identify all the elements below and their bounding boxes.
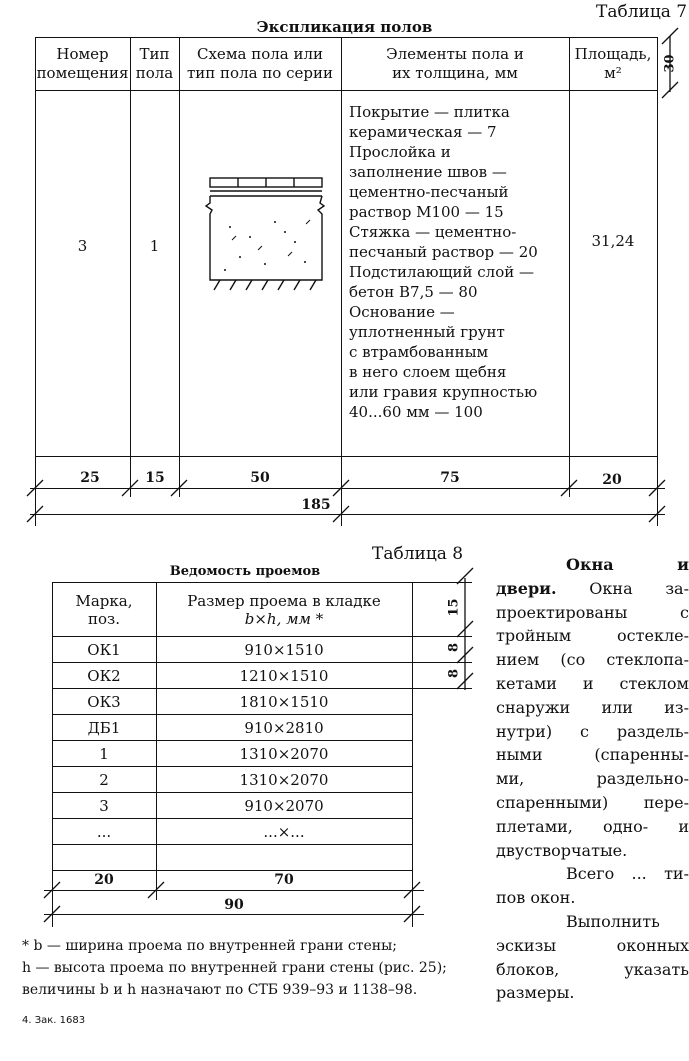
t8-dim-row2-height: 8 <box>446 668 462 679</box>
side-text-line: спаренными) пере- <box>496 792 689 812</box>
t7-dim-col3: 50 <box>250 470 270 486</box>
t7-elements-list: Покрытие — плитка керамическая — 7 Прослойка и заполнение швов — цементно-песчаный раствор М100 — 15 Стяжка — цементно- песчаный раствор — 20 Подстилающий слой — бетон В7,5 — 80 Основание — уплотненный грунт с втрамбованным в него слоем щебня или гравия крупностью 40...60 мм — 100 <box>349 103 538 421</box>
t7-dim-header-height: 30 <box>662 54 678 73</box>
t8-dim-line-1 <box>44 890 424 891</box>
side-text-line: Выполнить <box>566 911 660 931</box>
t8-row-mark: 1 <box>99 744 109 763</box>
t8-dim-header-height: 15 <box>446 598 462 617</box>
side-text-line: пов окон. <box>496 888 576 908</box>
t8-row-mark: ДБ1 <box>87 718 121 737</box>
page-note: 4. Зак. 1683 <box>22 1015 86 1026</box>
table8-label: Таблица 8 <box>372 544 464 564</box>
t8-header-size: Размер проема в кладке b×h, мм * <box>187 591 381 628</box>
t8-row-size: 910×2070 <box>244 796 324 815</box>
table7-title: Экспликация полов <box>256 18 433 36</box>
side-text-line: Всего ... ти- <box>566 864 689 884</box>
t8-row-mark: ... <box>96 822 112 841</box>
t8-bottom-border <box>52 870 412 871</box>
t7-dim-col4: 75 <box>440 470 460 486</box>
side-text-line: плетами, одно- и <box>496 816 689 836</box>
t8-row-size: 910×2810 <box>244 718 324 737</box>
t8-dim-line-2 <box>44 914 424 915</box>
side-text-line: двустворчатые. <box>496 840 628 860</box>
side-text-line: двери. Окна за- <box>496 578 689 598</box>
t7-area: 31,24 <box>591 231 635 250</box>
t8-row-size: 1310×2070 <box>239 744 329 763</box>
t8-row-size: 910×1510 <box>244 640 324 659</box>
t7-dim-col5: 20 <box>602 472 622 488</box>
side-text-line: блоков, указать <box>496 959 689 979</box>
table7-label: Таблица 7 <box>596 2 688 22</box>
t8-dim-total: 90 <box>224 897 244 913</box>
t8-row-mark: 3 <box>99 796 109 815</box>
t8-row-mark: ОК3 <box>87 692 121 711</box>
t8-row-mark: ОК2 <box>87 666 121 685</box>
t7-header-area: Площадь, м² <box>574 45 652 82</box>
side-text-line: снаружи или из- <box>496 697 689 717</box>
t7-dim-col2: 15 <box>145 470 165 486</box>
t7-dim-total: 185 <box>301 497 331 513</box>
t8-header-mark: Марка, поз. <box>75 591 133 628</box>
t7-header-room-number: Номер помещения <box>36 45 129 82</box>
table8-title: Ведомость проемов <box>169 564 321 579</box>
footnote: * b — ширина проема по внутренней грани стены; h — высота проема по внутренней грани стены (рис. 25); величины b и h назначают по СТБ 939–93 и 1138–98. <box>22 938 447 998</box>
t8-right-ext-1 <box>412 582 472 583</box>
t8-dim-row1-height: 8 <box>446 642 462 653</box>
side-text <box>496 553 689 1005</box>
t7-header-elements: Элементы пола и их толщина, мм <box>386 45 524 82</box>
t8-dim-col1: 20 <box>94 872 114 888</box>
t8-row-size: ...×... <box>263 822 305 841</box>
t8-right-ext-3 <box>412 662 472 663</box>
t7-dim-col1: 25 <box>80 470 100 486</box>
side-text-line: ными (спаренны- <box>496 745 689 765</box>
side-text-line: эскизы оконных <box>496 935 689 955</box>
t8-col-line-2 <box>412 582 413 927</box>
side-text-line: кетами и стеклом <box>496 673 689 693</box>
side-text-line: тройным остекле- <box>496 626 689 646</box>
t7-room-number: 3 <box>77 236 88 255</box>
t8-row-mark: 2 <box>99 770 109 789</box>
t7-header-scheme: Схема пола или тип пола по серии <box>186 45 333 82</box>
side-text-line: нием (со стеклопа- <box>496 650 689 670</box>
t8-right-ext-2 <box>412 636 472 637</box>
t8-dim-col2: 70 <box>274 872 294 888</box>
t8-row-size: 1210×1510 <box>239 666 329 685</box>
t8-row-size: 1310×2070 <box>239 770 329 789</box>
side-text-line: проектированы с <box>496 602 689 622</box>
t7-floor-type: 1 <box>149 236 160 255</box>
side-heading-line: Окна и <box>566 555 689 574</box>
t8-row-size: 1810×1510 <box>239 692 329 711</box>
side-text-line: нутри) с раздель- <box>496 721 689 741</box>
t8-right-ext-4 <box>412 688 472 689</box>
side-text-line: ми, раздельно- <box>496 769 689 789</box>
side-text-line: размеры. <box>496 983 575 1003</box>
t7-header-floor-type: Тип пола <box>135 45 174 82</box>
t8-row-mark: ОК1 <box>87 640 121 659</box>
t8-row-line-8 <box>52 844 412 845</box>
